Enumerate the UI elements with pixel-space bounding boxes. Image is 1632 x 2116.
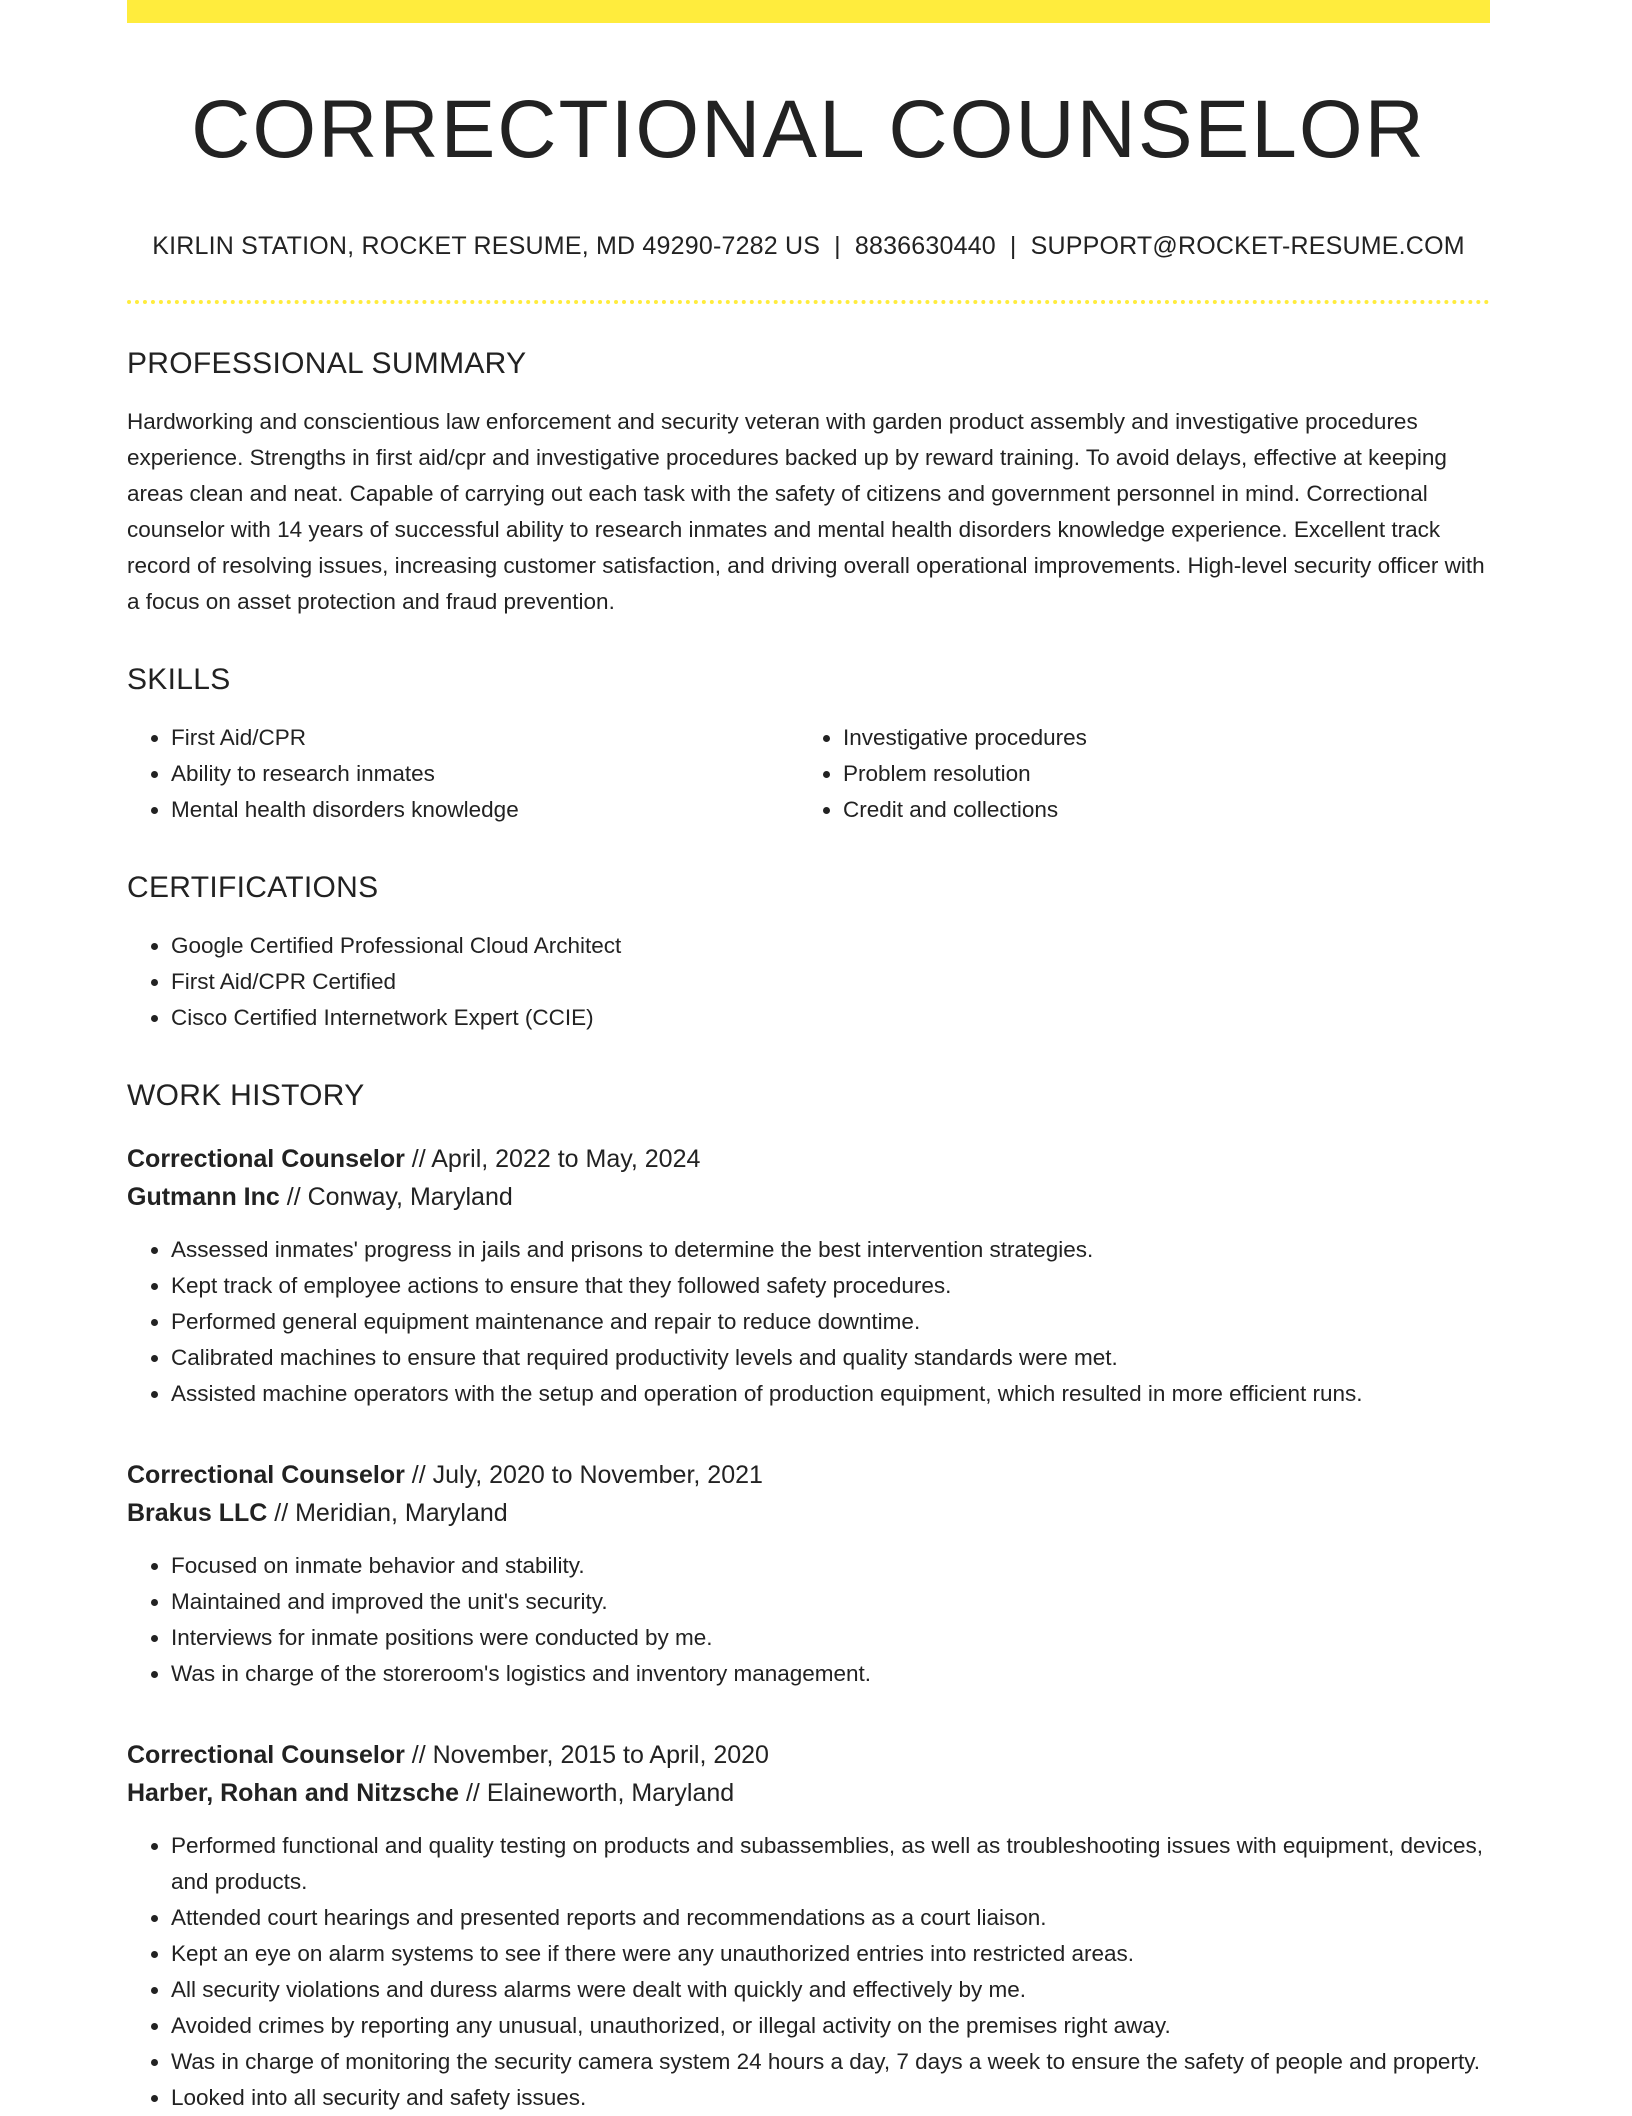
job-role: Correctional Counselor xyxy=(127,1461,405,1489)
job-bullets xyxy=(127,1232,1490,1412)
job-company: Harber, Rohan and Nitzsche xyxy=(127,1779,460,1807)
job-dates: // April, 2022 to May, 2024 xyxy=(411,1145,701,1173)
skill-item: • First Aid/CPR xyxy=(171,720,799,756)
certification-item: • First Aid/CPR Certified xyxy=(171,964,1490,1000)
contact-address: KIRLIN STATION, ROCKET RESUME, MD 49290-7282 US xyxy=(152,232,821,260)
job-bullet: • Performed functional and quality testing on products and subassemblies, as well as troubleshooting issues with equipment, devices, and products. xyxy=(171,1828,1490,1900)
candidate-title: CORRECTIONAL COUNSELOR xyxy=(191,84,1426,175)
job-location: // Elaineworth, Maryland xyxy=(465,1779,735,1807)
job-company-line xyxy=(127,1494,1490,1532)
skills-list-right xyxy=(799,720,1471,828)
certifications-list xyxy=(127,928,1490,1036)
job-role-line xyxy=(127,1456,1490,1494)
job-dates: // November, 2015 to April, 2020 xyxy=(411,1741,769,1769)
job-bullet: • Attended court hearings and presented reports and recommendations as a court liaison. xyxy=(171,1900,1490,1936)
job-bullet: • Was in charge of monitoring the security camera system 24 hours a day, 7 days a week to ensure the safety of people and property. xyxy=(171,2044,1490,2080)
contact-separator: | xyxy=(1009,232,1017,260)
job-role: Correctional Counselor xyxy=(127,1741,405,1769)
job-role-line xyxy=(127,1736,1490,1774)
contact-line xyxy=(127,230,1490,262)
certifications-heading: CERTIFICATIONS xyxy=(127,871,379,904)
contact-separator: | xyxy=(834,232,841,260)
summary-text: Hardworking and conscientious law enforcement and security veteran with garden product assembly and investigative procedures experience. Strengths in first aid/cpr and investigative procedures backed up by reward training. To avoid delays, effective at keeping areas clean and neat. Capable of carrying out each task with the safety of citizens and government personnel in mind. Correctional counselor with 14 years of successful ability to research inmates and mental health disorders knowledge experience. Excellent track record of resolving issues, increasing customer satisfaction, and driving overall operational improvements. High-level security officer with a focus on asset protection and fraud prevention. xyxy=(127,409,1485,614)
job-bullets xyxy=(127,1548,1490,1692)
resume-content xyxy=(127,0,1490,2116)
skills-list-left xyxy=(127,720,799,828)
job-entry xyxy=(127,1736,1490,2116)
job-location: // Meridian, Maryland xyxy=(274,1499,508,1527)
dotted-divider xyxy=(127,300,1490,304)
job-bullet: • All security violations and duress alarms were dealt with quickly and effectively by me. xyxy=(171,1972,1490,2008)
skill-item: • Mental health disorders knowledge xyxy=(171,792,799,828)
job-company: Brakus LLC xyxy=(127,1499,268,1527)
contact-phone: 8836630440 xyxy=(854,232,996,260)
skill-item: • Investigative procedures xyxy=(843,720,1471,756)
job-company-line xyxy=(127,1774,1490,1812)
job-bullet: • Performed general equipment maintenance and repair to reduce downtime. xyxy=(171,1304,1490,1340)
job-company: Gutmann Inc xyxy=(127,1183,280,1211)
job-bullet: • Calibrated machines to ensure that required productivity levels and quality standards were met. xyxy=(171,1340,1490,1376)
job-entry xyxy=(127,1456,1490,1692)
job-bullet: • Interviews for inmate positions were conducted by me. xyxy=(171,1620,1490,1656)
job-bullet: • Kept an eye on alarm systems to see if there were any unauthorized entries into restricted areas. xyxy=(171,1936,1490,1972)
job-dates: // July, 2020 to November, 2021 xyxy=(411,1461,763,1489)
summary-heading: PROFESSIONAL SUMMARY xyxy=(127,347,527,380)
skills-heading: SKILLS xyxy=(127,663,231,696)
job-bullet: • Avoided crimes by reporting any unusual, unauthorized, or illegal activity on the premises right away. xyxy=(171,2008,1490,2044)
job-bullet: • Assessed inmates' progress in jails and prisons to determine the best intervention strategies. xyxy=(171,1232,1490,1268)
contact-email: SUPPORT@ROCKET-RESUME.COM xyxy=(1030,232,1465,260)
job-bullet: • Was in charge of the storeroom's logistics and inventory management. xyxy=(171,1656,1490,1692)
certification-item: • Google Certified Professional Cloud Architect xyxy=(171,928,1490,964)
skills-grid xyxy=(127,698,1490,828)
job-bullet: • Maintained and improved the unit's security. xyxy=(171,1584,1490,1620)
job-bullet: • Focused on inmate behavior and stability. xyxy=(171,1548,1490,1584)
job-role-line xyxy=(127,1140,1490,1178)
job-bullet: • Kept track of employee actions to ensure that they followed safety procedures. xyxy=(171,1268,1490,1304)
summary-section xyxy=(127,346,1490,620)
certifications-section xyxy=(127,870,1490,1036)
work-history-section xyxy=(127,1078,1490,2116)
job-entry xyxy=(127,1140,1490,1412)
skill-item: • Credit and collections xyxy=(843,792,1471,828)
skill-item: • Problem resolution xyxy=(843,756,1471,792)
work-history-heading: WORK HISTORY xyxy=(127,1079,365,1112)
job-bullets xyxy=(127,1828,1490,2116)
certification-item: • Cisco Certified Internetwork Expert (CCIE) xyxy=(171,1000,1490,1036)
job-company-line xyxy=(127,1178,1490,1216)
job-role: Correctional Counselor xyxy=(127,1145,405,1173)
job-bullet: • Looked into all security and safety issues. xyxy=(171,2080,1490,2116)
skill-item: • Ability to research inmates xyxy=(171,756,799,792)
skills-section xyxy=(127,662,1490,828)
job-bullet: • Assisted machine operators with the setup and operation of production equipment, which resulted in more efficient runs. xyxy=(171,1376,1490,1412)
job-location: // Conway, Maryland xyxy=(286,1183,513,1211)
